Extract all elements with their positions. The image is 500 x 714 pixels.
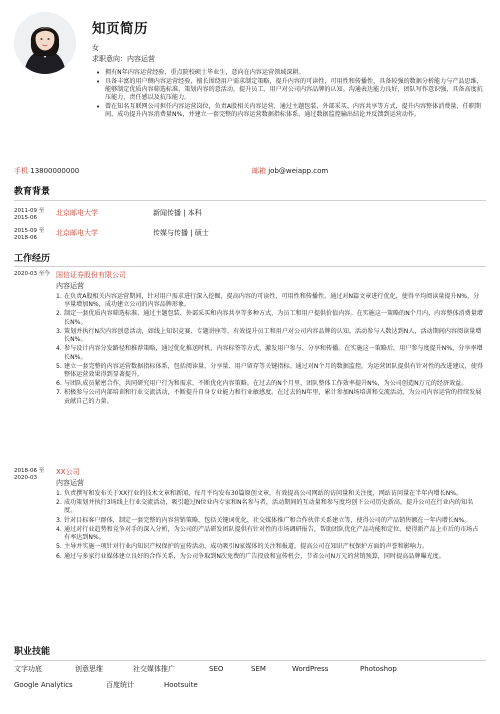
edu-start: 2011-09 至 <box>14 208 45 214</box>
item-number: 2. <box>56 310 62 318</box>
education-item <box>14 228 486 250</box>
section-divider <box>14 266 486 267</box>
item-text: 负责撰写和发布关于XX行业的技术文章和新闻，每月平均发布30篇原创文章，有效提高公司网站的访问量和关注度，网站访问量在半年内增长N%。 <box>64 490 463 497</box>
edu-major: 传媒与传播 | 硕士 <box>153 229 209 237</box>
summary-item: • 曾在知名互联网公司担任内容运营岗位，负责A股相关内容运营，通过主题包装、外部采买、内容共享等方式，提升内容整体消费量，任职期间，成功提升内容消费量N%，并建立一套完整的内容运营数据指标体系，通过数据监控输出结论并反馈到运营动作。 <box>96 103 486 119</box>
skills-title: 职业技能 <box>14 647 51 657</box>
job-start: 2018-06 至 <box>14 468 45 474</box>
phone-label: 手机 <box>14 167 28 175</box>
edu-start: 2015-09 至 <box>14 228 45 234</box>
skill-item: Hootsuite <box>164 681 198 689</box>
job-role: 内容运营 <box>56 479 84 487</box>
item-number: 1. <box>56 293 62 300</box>
job-item <box>56 389 484 405</box>
skill-item: 百度统计 <box>106 681 134 689</box>
summary-item: • 拥有N年内容运营经验，重点院校硕士毕业生，意向在内容运营领域深耕。 <box>96 69 486 77</box>
item-number: 5. <box>56 543 62 551</box>
candidate-name: 知页简历 <box>92 21 148 37</box>
job-item <box>56 526 484 542</box>
job-item <box>56 380 484 388</box>
skill-item: Photoshop <box>360 665 397 673</box>
item-text: 通过与多家行业媒体建立良好的合作关系，为公司争取到N次免费的广告投放和宣传机会，节省公司N万元的营销预算，同时提高品牌曝光度。 <box>64 552 445 560</box>
item-number: 6. <box>56 552 62 560</box>
summary-list <box>96 69 486 120</box>
item-number: 1. <box>56 490 62 497</box>
edu-end: 2015-06 <box>14 215 37 222</box>
item-number: 7. <box>56 389 62 397</box>
job-item <box>56 553 484 561</box>
item-number: 6. <box>56 380 62 388</box>
job-item <box>56 543 484 551</box>
job-item <box>56 490 484 498</box>
edu-school: 北京邮电大学 <box>56 229 98 237</box>
job-dates <box>14 271 54 278</box>
job-responsibilities <box>56 490 484 562</box>
edu-end: 2018-06 <box>14 235 37 242</box>
job-end: 2020-03 <box>14 475 37 482</box>
item-text: 制定一套优质内容筛选标准，通过主题包装、外部采买和内容共享等多种方式，为员工和用户提供价值内容。在实施这一策略的N个月内，内容整体消费量增长N%。 <box>64 310 483 326</box>
skill-item: Google Analytics <box>14 681 73 689</box>
item-number: 4. <box>56 345 62 353</box>
contact-row <box>14 167 486 179</box>
item-number: 5. <box>56 362 62 370</box>
phone-number: 13800000000 <box>30 167 80 175</box>
item-text: 策划并执行N次内容创意活动，如线上知识竞赛、专题讲座等，有效提升员工和用户对公司内容品牌的认知。活动参与人数达到N人，活动期间内容阅读量增长N%。 <box>64 327 482 344</box>
section-divider <box>14 660 486 661</box>
item-number: 3. <box>56 516 62 524</box>
skill-item: SEM <box>251 665 266 673</box>
skill-item: 创意思维 <box>75 665 103 673</box>
item-number: 2. <box>56 499 62 507</box>
job-company: XX公司 <box>56 468 80 476</box>
skill-item: 文字功底 <box>14 665 42 673</box>
skill-item: WordPress <box>292 665 329 673</box>
email-label: 邮箱 <box>252 167 266 175</box>
section-divider <box>14 200 486 201</box>
job-entry <box>14 271 486 466</box>
skill-item: SEO <box>209 665 224 673</box>
job-item <box>56 293 484 309</box>
item-text: 参与设计内容分发路径和推荐策略，通过优化推送时机、内容标签等方式，激发用户参与、分享和传播。在实施这一策略后，用户参与度提升N%，分享率增长N%。 <box>64 345 483 361</box>
job-company: 国信证券股份有限公司 <box>56 271 126 279</box>
item-text: 成功策划并执行3场线上行业交流活动，吸引超过N位业内专家和N名参与者，活动期间的互动量和参与度均创下公司历史新高，提升公司在行业内的知名度。 <box>64 499 474 515</box>
education-item <box>14 208 486 230</box>
job-entry <box>14 468 486 640</box>
item-text: 针对目标客户群体，制定一套完整的内容营销策略，包括关键词优化、社交媒体推广和合作伙伴关系建立等，使得公司的产品销售额在一年内增长N%。 <box>64 516 471 524</box>
job-item <box>56 363 484 379</box>
job-role: 内容运营 <box>56 282 84 290</box>
edu-major: 新闻传播 | 本科 <box>153 209 202 217</box>
item-number: 3. <box>56 327 62 335</box>
job-objective <box>92 55 155 64</box>
job-item <box>56 328 484 344</box>
item-text: 建立一套完整的内容运营数据指标体系，包括阅读量、分享量、用户留存等关键指标。通过对N个月的数据监控，为运营团队提供有针对性的改进建议，使得整体运营效果得到显著提升。 <box>64 362 483 378</box>
job-responsibilities <box>56 293 484 407</box>
item-text: 通过对行业趋势和竞争对手的深入分析，为公司的产品研发团队提供有针对性的市场调研报告，帮助团队优化产品功能和定位，使得新产品上市后的市场占有率达到N%。 <box>64 525 479 542</box>
job-dates <box>14 468 54 483</box>
job-item <box>56 345 484 361</box>
phone <box>14 167 79 176</box>
edu-school: 北京邮电大学 <box>56 209 98 217</box>
job-item <box>56 499 484 515</box>
item-text: 积极参与公司内部培训和行业交流活动，不断提升自身专业能力和行业敏感度。在过去的N年里，累计参加N场培训和交流活动，为公司内容运营的持续发展贡献自己的力量。 <box>64 389 482 405</box>
job-start: 2020-03 至今 <box>14 271 50 277</box>
profile-header <box>14 12 490 162</box>
edu-dates <box>14 228 54 243</box>
email <box>252 167 328 176</box>
education-title: 教育背景 <box>14 187 51 197</box>
email-address[interactable]: job@weiapp.com <box>268 167 329 175</box>
job-item <box>56 310 484 326</box>
work-title: 工作经历 <box>14 254 51 264</box>
job-item <box>56 517 484 525</box>
item-text: 在负责A股相关内容运营期间，针对用户需求进行深入挖掘，提高内容的可读性、可用性和传播性。通过对N篇文章进行优化，使得平均阅读量提升N%，分享量增加N%，成功建立公司的内容品牌形象。 <box>64 293 480 309</box>
item-number: 4. <box>56 525 62 533</box>
skill-item: 社交媒体推广 <box>133 665 175 673</box>
item-text: 与团队成员紧密合作，共同研究用户行为和需求，不断优化内容策略。在过去的N个月里，团队整体工作效率提升N%，为公司创造N万元的经济效益。 <box>64 380 468 388</box>
portrait-photo <box>14 12 76 74</box>
gender: 女 <box>92 44 99 52</box>
objective-value: 内容运营 <box>127 55 155 63</box>
summary-item: • 具备丰富的用户侧内容运营经验，擅长围绕用户需求制定策略，提升内容的可读性、可用性和传播性，具备较强的数据分析能力与产品思维，能够制定优质内容筛选标准，策划内容的意活动，提升员工、用户对公司内容品牌的认知。沟通表达能力良好，团队写作意识强，具备高度抗压能力，责任感以及抗压能力。 <box>96 78 486 103</box>
edu-dates <box>14 208 54 223</box>
objective-label: 求职意向： <box>92 55 127 63</box>
item-text: 主导并实施一项针对行业内知识产权保护的宣传活动，成功吸引N家媒体的关注和报道，提高公司在知识产权保护方面的声誉和影响力。 <box>64 543 429 551</box>
avatar <box>14 12 76 74</box>
